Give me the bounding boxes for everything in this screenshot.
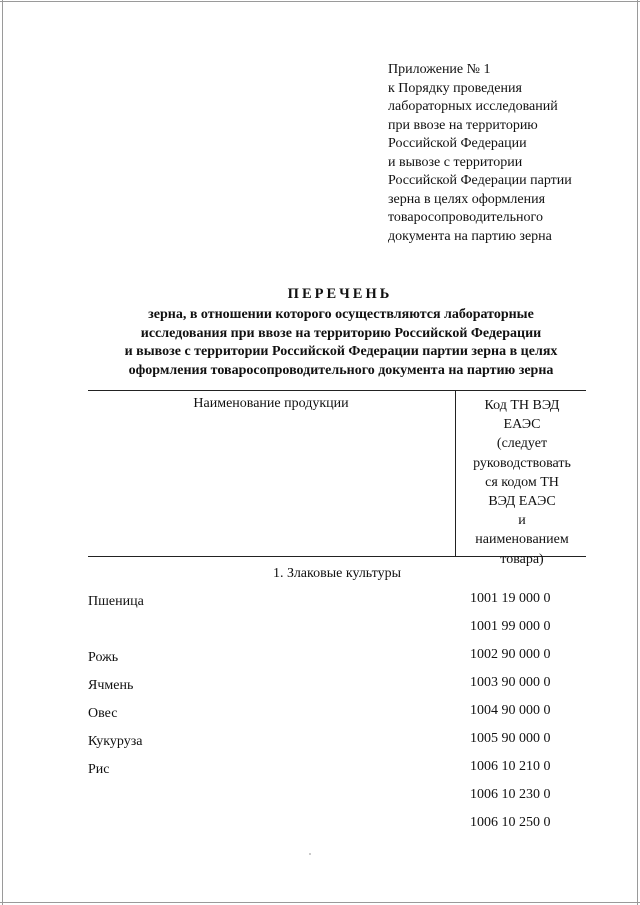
table-top-rule (88, 390, 586, 391)
code-header-line: ВЭД ЕАЭС (488, 494, 556, 510)
product-code: 1005 90 000 0 (470, 731, 551, 746)
product-name: Овес (88, 706, 118, 721)
code-header-line: руководствовать (473, 455, 571, 471)
product-code: 1004 90 000 0 (470, 703, 551, 718)
appendix-note (388, 61, 618, 246)
code-header-line: ЕАЭС (503, 417, 541, 433)
product-code: 1003 90 000 0 (470, 675, 551, 690)
appendix-line: лабораторных исследований (388, 99, 558, 114)
product-code: 1002 90 000 0 (470, 647, 551, 662)
code-header-line: наименованием (475, 532, 569, 548)
product-name: Кукуруза (88, 734, 143, 749)
appendix-line: и вывозе с территории (388, 154, 523, 170)
appendix-line: Приложение № 1 (388, 62, 491, 77)
document-title: ПЕРЕЧЕНЬ (287, 286, 393, 302)
code-header-line: и (518, 513, 526, 529)
page-edge-bottom (0, 902, 640, 903)
appendix-line: зерна в целях оформления (388, 191, 546, 207)
code-header-line: ся кодом ТН (485, 474, 559, 490)
document-subtitle (86, 306, 596, 380)
page-edge-top (0, 1, 640, 2)
product-name: Рис (88, 762, 110, 777)
code-header-line: (следует (496, 436, 548, 452)
section-heading: 1. Злаковые культуры (272, 566, 402, 581)
appendix-line: к Порядку проведения (388, 80, 522, 96)
column-header-product-name: Наименование продукции (193, 396, 349, 411)
code-header-line: Код ТН ВЭД (484, 398, 560, 413)
subtitle-line: оформления товаросопроводительного документа на партию зерна (128, 362, 554, 378)
appendix-line: документа на партию зерна (388, 228, 552, 244)
page-edge-left (2, 0, 3, 905)
column-header-code (455, 396, 589, 569)
page-edge-right (637, 0, 638, 905)
subtitle-line: и вывозе с территории Российской Федерации партии зерна в целях (124, 344, 558, 359)
code-header-line: товара) (500, 551, 544, 567)
appendix-line: Российской Федерации партии (388, 173, 572, 188)
appendix-line: при ввозе на территорию (388, 117, 538, 133)
subtitle-line: зерна, в отношении которого осуществляются лабораторные (148, 307, 534, 322)
product-name: Ячмень (88, 678, 134, 693)
product-code: 1006 10 210 0 (470, 759, 551, 774)
product-code: 1001 99 000 0 (470, 619, 551, 634)
product-code: 1001 19 000 0 (470, 591, 551, 606)
product-code: 1006 10 250 0 (470, 815, 551, 830)
product-name: Пшеница (88, 594, 144, 609)
scan-speck (309, 853, 311, 855)
product-code: 1006 10 230 0 (470, 787, 551, 802)
subtitle-line: исследования при ввозе на территорию Российской Федерации (140, 325, 542, 341)
appendix-line: товаросопроводительного (388, 210, 543, 225)
product-name: Рожь (88, 650, 119, 665)
appendix-line: Российской Федерации (388, 136, 527, 151)
